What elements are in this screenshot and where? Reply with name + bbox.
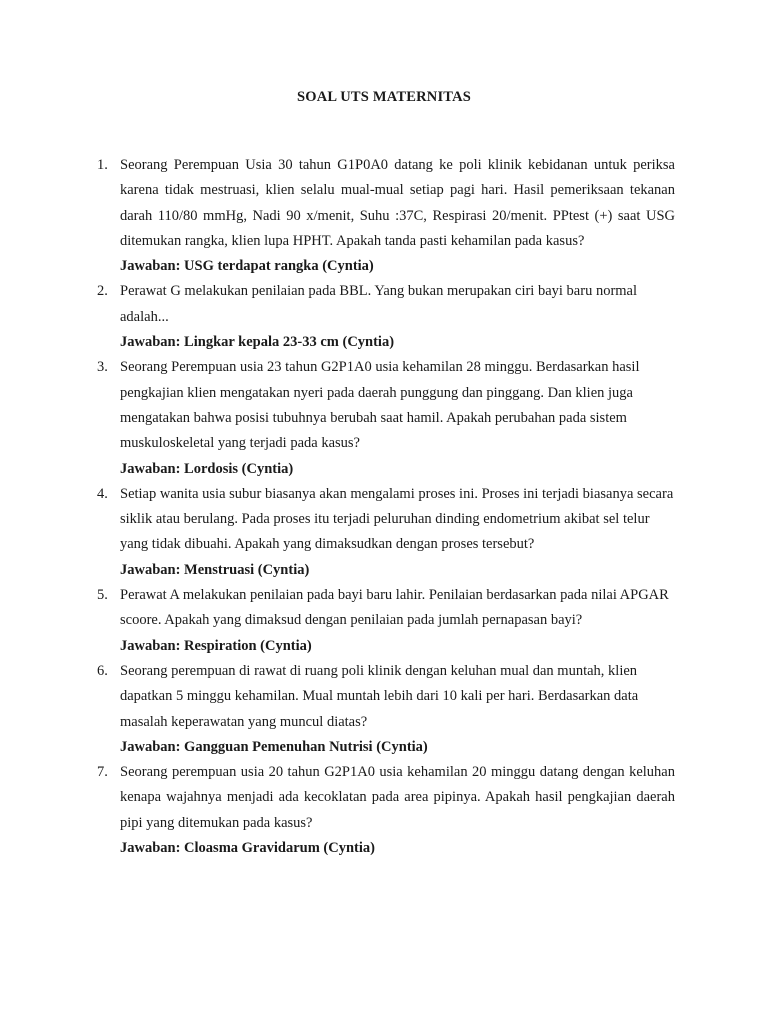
- question-item-5: [97, 583, 675, 659]
- answer-text: Jawaban: Lingkar kepala 23-33 cm (Cyntia): [120, 334, 395, 351]
- question-item-2: [97, 279, 675, 355]
- answer-text: Jawaban: Respiration (Cyntia): [120, 637, 312, 654]
- answer-text: Jawaban: Cloasma Gravidarum (Cyntia): [120, 840, 375, 857]
- question-number: 5.: [97, 587, 108, 604]
- question-text: Perawat A melakukan penilaian pada bayi baru lahir. Penilaian berdasarkan pada nilai APGAR scoore. Apakah yang dimaksud dengan penilaian pada jumlah pernapasan bayi?: [120, 587, 669, 629]
- question-number: 1.: [97, 157, 108, 173]
- question-list: [97, 153, 675, 861]
- question-text: Seorang Perempuan Usia 30 tahun G1P0A0 datang ke poli klinik kebidanan untuk periksa karena tidak mestruasi, klien selalu mual-mual setiap pagi hari. Hasil pemeriksaan tekanan darah 110/80 mmHg, Nadi 90 x/menit, Suhu :37C, Respirasi 20/menit. PPtest (+) saat USG ditemukan rangka, klien lupa HPHT. Apakah tanda pasti kehamilan pada kasus?: [120, 157, 675, 249]
- question-item-1: [97, 153, 675, 279]
- question-item-7: [97, 760, 675, 861]
- document-title: SOAL UTS MATERNITAS: [296, 89, 472, 105]
- question-item-4: [97, 482, 675, 583]
- question-item-6: [97, 659, 675, 760]
- answer-text: Jawaban: Menstruasi (Cyntia): [120, 561, 310, 578]
- question-text: Seorang perempuan di rawat di ruang poli klinik dengan keluhan mual dan muntah, klien dapatkan 5 minggu kehamilan. Mual muntah lebih dari 10 kali per hari. Berdasarkan data masalah keperawatan yang muncul diatas?: [120, 662, 639, 730]
- question-text: Perawat G melakukan penilaian pada BBL. Yang bukan merupakan ciri bayi baru normal adalah...: [120, 283, 638, 325]
- answer-text: Jawaban: USG terdapat rangka (Cyntia): [120, 258, 374, 275]
- question-number: 4.: [97, 485, 108, 502]
- question-text: Setiap wanita usia subur biasanya akan mengalami proses ini. Proses ini terjadi biasanya secara siklik atau berulang. Pada proses itu terjadi peluruhan dinding endometrium akibat sel telur yang tidak dibuahi. Apakah yang dimaksudkan dengan proses tersebut?: [120, 485, 674, 553]
- question-number: 7.: [97, 764, 108, 781]
- question-text: Seorang perempuan usia 20 tahun G2P1A0 usia kehamilan 20 minggu datang dengan keluhan kenapa wajahnya menjadi ada kecoklatan pada area pipinya. Apakah hasil pengkajian daerah pipi yang ditemukan pada kasus?: [120, 764, 675, 831]
- question-text: Seorang Perempuan usia 23 tahun G2P1A0 usia kehamilan 28 minggu. Berdasarkan hasil pengkajian klien mengatakan nyeri pada daerah punggung dan pinggang. Dan klien juga mengatakan bahwa posisi tubuhnya berubah saat hamil. Apakah perubahan pada sistem muskuloskeletal yang terjadi pada kasus?: [120, 359, 640, 452]
- question-number: 2.: [97, 283, 108, 300]
- question-number: 3.: [97, 359, 108, 376]
- question-number: 6.: [97, 662, 108, 679]
- answer-text: Jawaban: Gangguan Pemenuhan Nutrisi (Cyntia): [120, 738, 428, 755]
- answer-text: Jawaban: Lordosis (Cyntia): [120, 460, 294, 477]
- question-item-3: [97, 355, 675, 481]
